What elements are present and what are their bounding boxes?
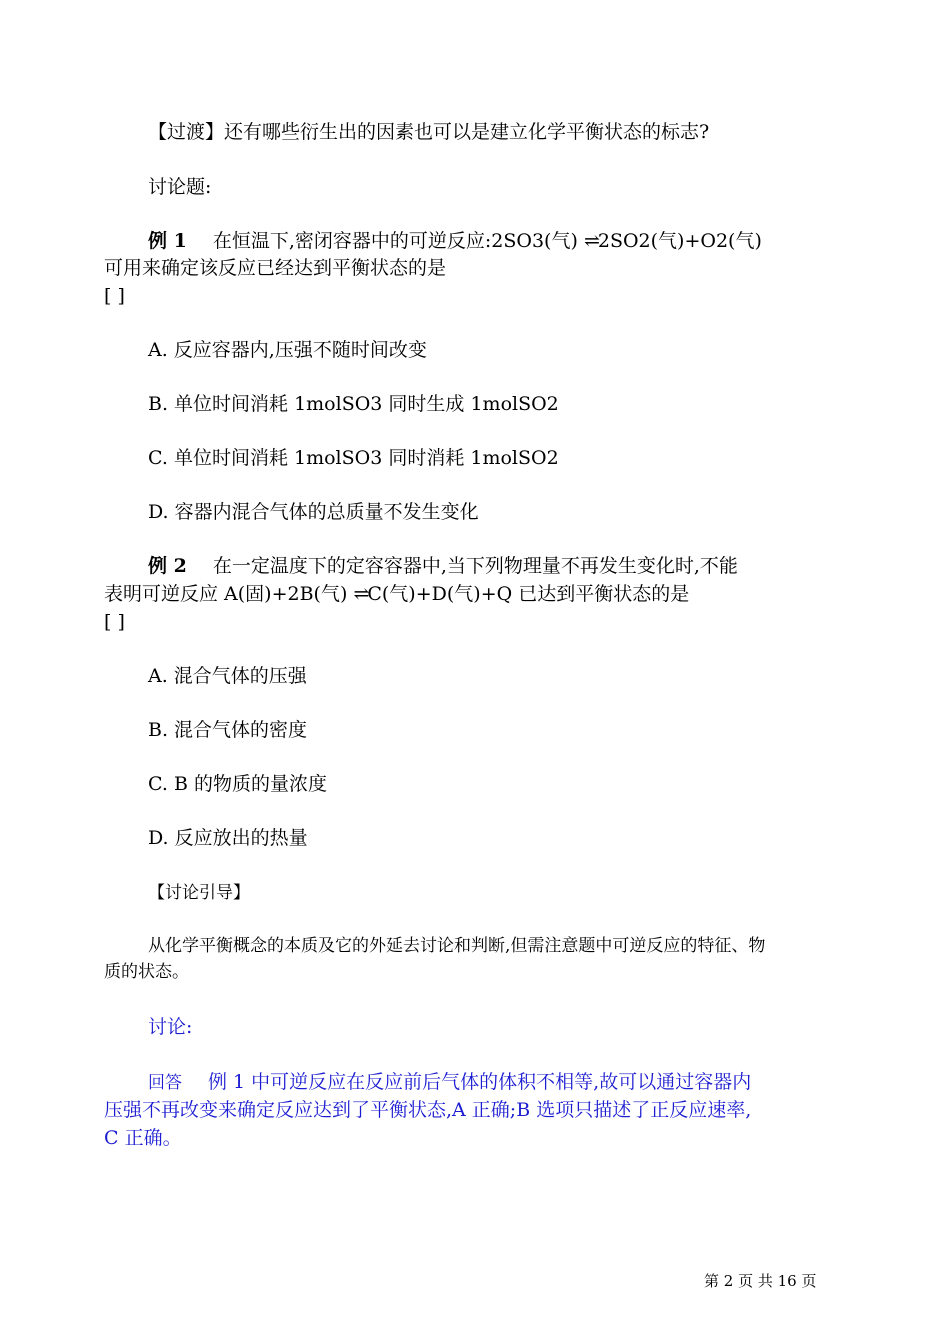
discussion-guide-line2: 质的状态。 <box>104 962 189 982</box>
example-1-answer-bracket: [ ] <box>104 285 125 307</box>
example-2-option-c: C. B 的物质的量浓度 <box>148 773 327 795</box>
example-1-stem-a: 在恒温下,密闭容器中的可逆反应:2SO3(气) <box>212 230 578 252</box>
equilibrium-arrow-icon: ⇌ <box>583 230 598 252</box>
example-1-option-c: C. 单位时间消耗 1molSO3 同时消耗 1molSO2 <box>148 447 559 469</box>
answer-line2: 压强不再改变来确定反应达到了平衡状态,A 正确;B 选项只描述了正反应速率, <box>104 1099 752 1121</box>
example-2-option-a: A. 混合气体的压强 <box>148 665 307 687</box>
transition-paragraph: 【过渡】还有哪些衍生出的因素也可以是建立化学平衡状态的标志? <box>148 121 710 143</box>
example-2-answer-bracket: [ ] <box>104 611 125 633</box>
equilibrium-arrow-icon: ⇌ <box>353 583 368 605</box>
example-1-option-b: B. 单位时间消耗 1molSO3 同时生成 1molSO2 <box>148 393 559 415</box>
example-2-stem <box>148 554 738 578</box>
discussion-guide-line1: 从化学平衡概念的本质及它的外延去讨论和判断,但需注意题中可逆反应的特征、物 <box>148 936 766 956</box>
example-2-line2-b: C(气)+D(气)+Q 已达到平衡状态的是 <box>367 583 690 605</box>
example-1-label: 例 1 <box>148 230 187 252</box>
example-1-stem-line2: 可用来确定该反应已经达到平衡状态的是 <box>104 257 447 279</box>
discussion-guide-heading: 【讨论引导】 <box>148 883 250 903</box>
example-2-line2-a: 表明可逆反应 A(固)+2B(气) <box>104 583 348 605</box>
example-1-stem-b: 2SO2(气)+O2(气) <box>597 230 762 252</box>
example-1-option-d: D. 容器内混合气体的总质量不发生变化 <box>148 501 479 523</box>
example-2-label: 例 2 <box>148 555 187 577</box>
discussion-label: 讨论: <box>148 1016 193 1038</box>
page-footer: 第 2 页 共 16 页 <box>704 1272 817 1290</box>
example-2-stem-text: 在一定温度下的定容容器中,当下列物理量不再发生变化时,不能 <box>212 555 738 577</box>
example-2-stem-line2 <box>104 582 689 606</box>
answer-label: 回答 <box>148 1073 182 1093</box>
example-2-option-b: B. 混合气体的密度 <box>148 719 308 741</box>
example-2-option-d: D. 反应放出的热量 <box>148 827 308 849</box>
example-1-stem <box>148 229 762 253</box>
example-1-option-a: A. 反应容器内,压强不随时间改变 <box>148 339 427 361</box>
answer-line3: C 正确。 <box>104 1127 182 1149</box>
answer-text-1: 例 1 中可逆反应在反应前后气体的体积不相等,故可以通过容器内 <box>208 1071 752 1093</box>
answer-line1 <box>148 1070 751 1095</box>
discussion-heading: 讨论题: <box>148 176 212 198</box>
